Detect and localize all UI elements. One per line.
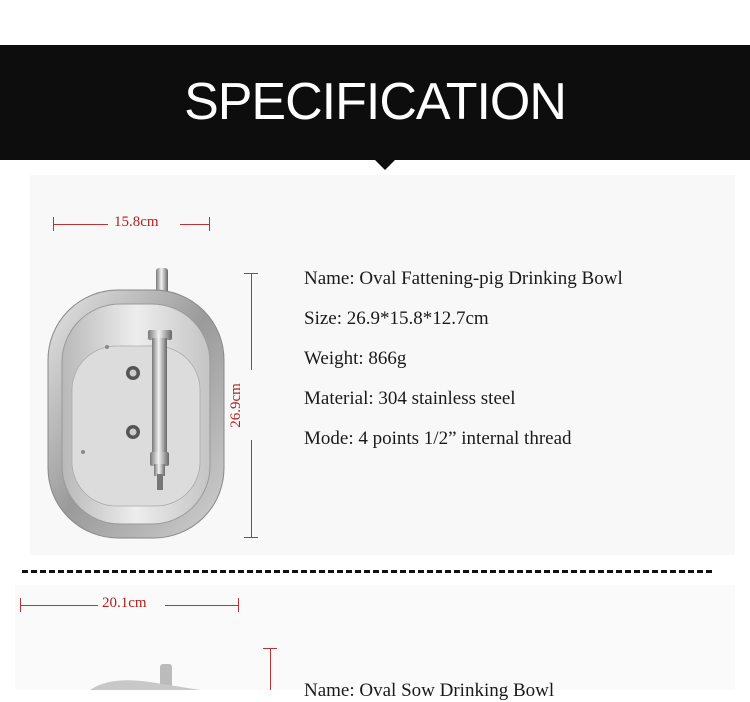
spec-size: Size: 26.9*15.8*12.7cm bbox=[304, 308, 489, 329]
banner-notch bbox=[374, 159, 396, 170]
spec-name-2: Name: Oval Sow Drinking Bowl bbox=[304, 680, 555, 701]
section-divider bbox=[22, 570, 712, 573]
spec-weight: Weight: 866g bbox=[304, 348, 407, 369]
height-label: 26.9cm bbox=[227, 383, 244, 428]
drinking-bowl-photo bbox=[40, 262, 240, 547]
width-label: 15.8cm bbox=[114, 214, 159, 230]
drinking-bowl-photo-2 bbox=[90, 662, 200, 690]
spec-mode: Mode: 4 points 1/2” internal thread bbox=[304, 428, 572, 449]
width-label-2: 20.1cm bbox=[102, 595, 147, 611]
spec-material: Material: 304 stainless steel bbox=[304, 388, 516, 409]
spec-name: Name: Oval Fattening-pig Drinking Bowl bbox=[304, 268, 623, 289]
spec-list bbox=[304, 263, 734, 463]
specification-banner bbox=[0, 45, 750, 160]
page-title: SPECIFICATION bbox=[184, 73, 566, 131]
